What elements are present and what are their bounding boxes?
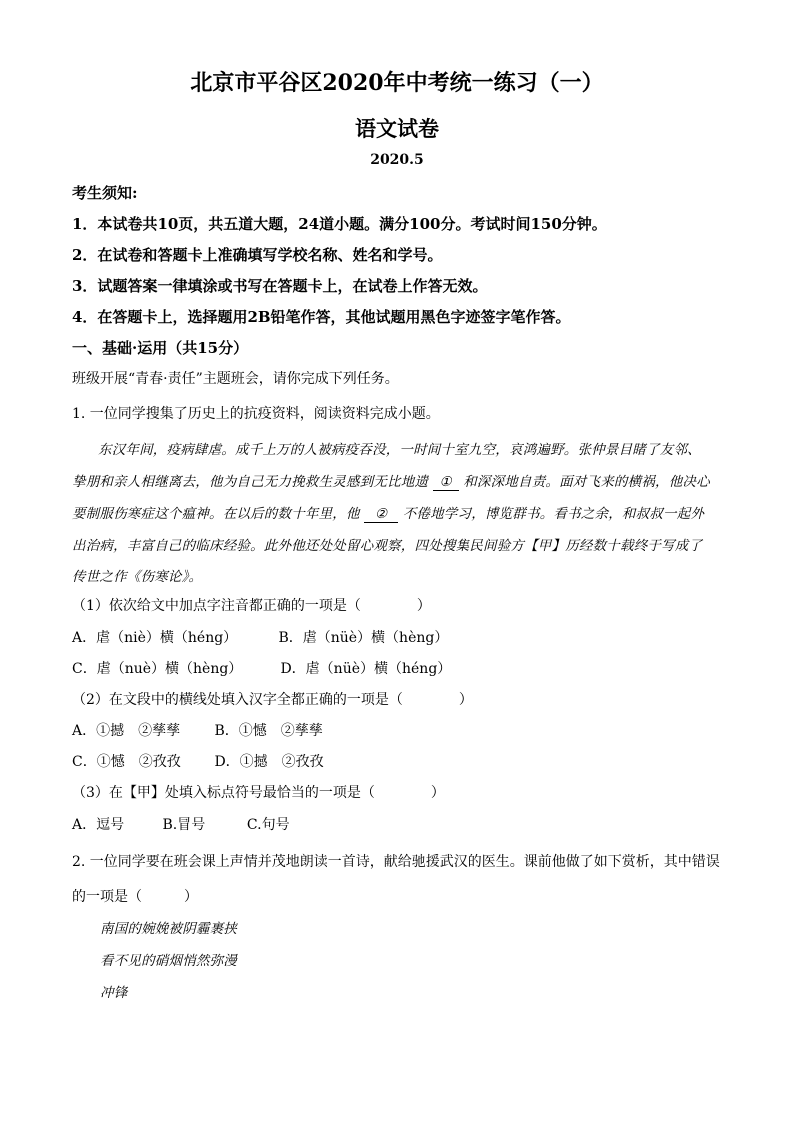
option-b: B．虐（nüè）横（hèng） bbox=[278, 630, 449, 646]
option-row bbox=[72, 659, 451, 679]
option-b: B.冒号 bbox=[162, 817, 206, 833]
blank-2: ② bbox=[364, 506, 398, 523]
passage-line bbox=[72, 504, 704, 524]
section-heading: 一、基础·运用（共15分） bbox=[72, 339, 249, 357]
notice-item: 1．本试卷共10页，共五道大题，24道小题。满分100分。考试时间150分钟。 bbox=[72, 215, 607, 233]
option-c: C．虐（nuè）横（hèng） bbox=[72, 661, 243, 677]
option-d: D．①撼 ②孜孜 bbox=[214, 754, 324, 770]
passage-line: 东汉年间，疫病肆虐。成千上万的人被病疫吞没，一时间十室九空，哀鸿遍野。张仲景目睹了友邻、 bbox=[98, 442, 701, 458]
passage-text: 挚朋和亲人相继离去，他为自己无力挽救生灵感到无比地遗 bbox=[72, 474, 429, 490]
notice-item: 3．试题答案一律填涂或书写在答题卡上，在试卷上作答无效。 bbox=[72, 277, 488, 295]
exam-title: 北京市平谷区2020年中考统一练习（一） bbox=[190, 70, 604, 96]
option-row bbox=[72, 721, 323, 741]
passage-line: 出治病，丰富自己的临床经验。此外他还处处留心观察，四处搜集民间验方【甲】历经数十载终于写成了 bbox=[72, 538, 703, 554]
passage-text: 和深深地自责。面对飞来的横祸，他决心 bbox=[463, 474, 710, 490]
blank-1: ① bbox=[433, 474, 459, 491]
poem-line: 冲锋 bbox=[100, 985, 128, 1001]
question-2-stem: 2. 一位同学要在班会课上声情并茂地朗读一首诗，献给驰援武汉的医生。课前他做了如下赏析，其中错误 bbox=[72, 854, 720, 870]
notice-item: 2．在试卷和答题卡上准确填写学校名称、姓名和学号。 bbox=[72, 246, 443, 264]
subquestion-2-stem: （2）在文段中的横线处填入汉字全都正确的一项是（ ） bbox=[72, 692, 473, 708]
option-a: A．①撼 ②孳孳 bbox=[72, 723, 181, 739]
option-row bbox=[72, 815, 290, 835]
notice-heading: 考生须知: bbox=[72, 184, 138, 202]
passage-line bbox=[72, 472, 710, 492]
passage-text: 不倦地学习，博览群书。看书之余，和叔叔一起外 bbox=[402, 506, 705, 522]
subquestion-3-stem: （3）在【甲】处填入标点符号最恰当的一项是（ ） bbox=[72, 785, 445, 801]
option-c: C.句号 bbox=[246, 817, 290, 833]
passage-text: 要制服伤寒症这个瘟神。在以后的数十年里，他 bbox=[72, 506, 360, 522]
option-b: B．①憾 ②孳孳 bbox=[214, 723, 323, 739]
notice-item: 4．在答题卡上，选择题用2B铅笔作答，其他试题用黑色字迹签字笔作答。 bbox=[72, 308, 571, 326]
option-c: C．①憾 ②孜孜 bbox=[72, 754, 181, 770]
exam-subtitle: 语文试卷 bbox=[355, 116, 439, 141]
question-1-stem: 1. 一位同学搜集了历史上的抗疫资料，阅读资料完成小题。 bbox=[72, 406, 440, 422]
option-a: A．逗号 bbox=[72, 817, 125, 833]
option-d: D．虐（nüè）横（héng） bbox=[280, 661, 452, 677]
subquestion-1-stem: （1）依次给文中加点字注音都正确的一项是（ ） bbox=[72, 598, 431, 614]
passage-line: 传世之作《伤寒论》。 bbox=[72, 569, 203, 585]
poem-line: 南国的婉娩被阴霾裹挟 bbox=[100, 921, 237, 937]
exam-date: 2020.5 bbox=[370, 152, 424, 168]
option-row bbox=[72, 628, 448, 648]
option-a: A．虐（niè）横（héng） bbox=[72, 630, 238, 646]
poem-line: 看不见的硝烟悄然弥漫 bbox=[100, 953, 237, 969]
question-2-stem: 的一项是（ ） bbox=[72, 889, 198, 905]
option-row bbox=[72, 752, 324, 772]
section-intro: 班级开展“青春·责任”主题班会，请你完成下列任务。 bbox=[72, 371, 399, 387]
